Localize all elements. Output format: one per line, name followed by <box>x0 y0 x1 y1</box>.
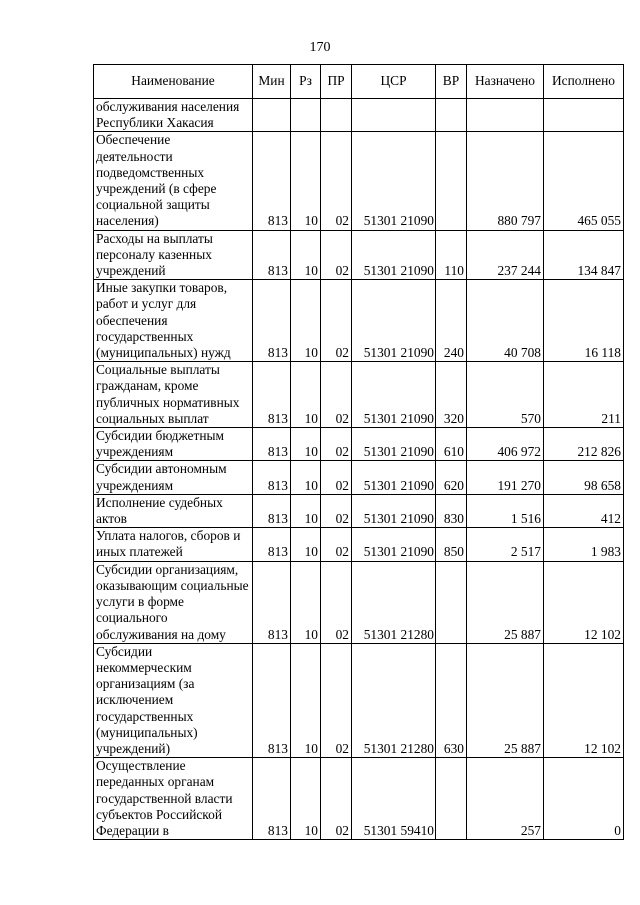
row-executed: 12 102 <box>544 643 624 757</box>
row-vr <box>436 132 467 230</box>
row-assigned: 237 244 <box>467 230 544 280</box>
row-executed: 12 102 <box>544 561 624 643</box>
row-name: обслуживания населения Республики Хакасия <box>94 99 253 132</box>
row-min: 813 <box>253 132 291 230</box>
row-name: Обеспечение деятельности подведомственных учреждений (в сфере социальной защиты населения) <box>94 132 253 230</box>
row-min: 813 <box>253 230 291 280</box>
row-name: Субсидии бюджетным учреждениям <box>94 428 253 461</box>
row-rz: 10 <box>291 461 321 494</box>
row-executed: 212 826 <box>544 428 624 461</box>
row-pr: 02 <box>321 561 352 643</box>
row-executed: 0 <box>544 758 624 840</box>
table-row <box>94 461 624 494</box>
row-assigned: 570 <box>467 362 544 428</box>
row-rz: 10 <box>291 561 321 643</box>
row-csr: 51301 21280 <box>352 643 436 757</box>
row-pr: 02 <box>321 280 352 362</box>
row-vr: 850 <box>436 528 467 561</box>
page-number: 170 <box>309 40 331 55</box>
row-assigned: 40 708 <box>467 280 544 362</box>
row-name: Субсидии некоммерческим организациям (за исключением государственных (муниципальных) учреждений) <box>94 643 253 757</box>
row-csr: 51301 21090 <box>352 230 436 280</box>
table-row <box>94 280 624 362</box>
table-row <box>94 758 624 840</box>
row-csr: 51301 21090 <box>352 494 436 527</box>
row-pr: 02 <box>321 528 352 561</box>
table-header-row <box>94 65 624 99</box>
row-executed: 134 847 <box>544 230 624 280</box>
budget-table <box>93 64 624 840</box>
row-assigned: 25 887 <box>467 643 544 757</box>
row-csr: 51301 21280 <box>352 561 436 643</box>
row-min: 813 <box>253 643 291 757</box>
row-pr: 02 <box>321 230 352 280</box>
row-assigned: 880 797 <box>467 132 544 230</box>
row-rz: 10 <box>291 528 321 561</box>
table-row <box>94 561 624 643</box>
row-name: Социальные выплаты гражданам, кроме публичных нормативных социальных выплат <box>94 362 253 428</box>
row-assigned <box>467 99 544 132</box>
header-rz: Рз <box>291 65 321 99</box>
row-min: 813 <box>253 494 291 527</box>
row-rz: 10 <box>291 132 321 230</box>
row-min: 813 <box>253 561 291 643</box>
row-csr: 51301 21090 <box>352 428 436 461</box>
row-assigned: 25 887 <box>467 561 544 643</box>
row-min: 813 <box>253 280 291 362</box>
row-csr: 51301 21090 <box>352 280 436 362</box>
row-name: Иные закупки товаров, работ и услуг для обеспечения государственных (муниципальных) нужд <box>94 280 253 362</box>
row-assigned: 191 270 <box>467 461 544 494</box>
row-vr: 240 <box>436 280 467 362</box>
row-csr: 51301 21090 <box>352 461 436 494</box>
row-vr: 610 <box>436 428 467 461</box>
table-row <box>94 99 624 132</box>
row-name: Уплата налогов, сборов и иных платежей <box>94 528 253 561</box>
row-csr: 51301 21090 <box>352 528 436 561</box>
row-csr: 51301 59410 <box>352 758 436 840</box>
header-csr: ЦСР <box>352 65 436 99</box>
row-csr <box>352 99 436 132</box>
header-pr: ПР <box>321 65 352 99</box>
table-row <box>94 230 624 280</box>
row-pr: 02 <box>321 494 352 527</box>
header-assigned: Назначено <box>467 65 544 99</box>
row-vr <box>436 99 467 132</box>
row-name: Исполнение судебных актов <box>94 494 253 527</box>
row-executed: 465 055 <box>544 132 624 230</box>
header-executed: Исполнено <box>544 65 624 99</box>
row-min: 813 <box>253 362 291 428</box>
row-vr: 830 <box>436 494 467 527</box>
row-name: Субсидии автономным учреждениям <box>94 461 253 494</box>
row-pr: 02 <box>321 132 352 230</box>
row-executed: 412 <box>544 494 624 527</box>
header-min: Мин <box>253 65 291 99</box>
table-row <box>94 494 624 527</box>
table-row <box>94 132 624 230</box>
row-executed: 1 983 <box>544 528 624 561</box>
row-executed: 211 <box>544 362 624 428</box>
row-rz: 10 <box>291 643 321 757</box>
row-assigned: 257 <box>467 758 544 840</box>
row-pr: 02 <box>321 461 352 494</box>
row-rz: 10 <box>291 494 321 527</box>
row-executed: 98 658 <box>544 461 624 494</box>
row-assigned: 406 972 <box>467 428 544 461</box>
row-name: Субсидии организациям, оказывающим социальные услуги в форме социального обслуживания на дому <box>94 561 253 643</box>
row-rz: 10 <box>291 758 321 840</box>
row-vr: 620 <box>436 461 467 494</box>
header-name: Наименование <box>94 65 253 99</box>
table-row <box>94 643 624 757</box>
row-vr: 110 <box>436 230 467 280</box>
row-pr: 02 <box>321 428 352 461</box>
row-executed: 16 118 <box>544 280 624 362</box>
row-pr: 02 <box>321 643 352 757</box>
row-rz: 10 <box>291 230 321 280</box>
table-body <box>94 99 624 840</box>
table-row <box>94 528 624 561</box>
row-csr: 51301 21090 <box>352 132 436 230</box>
row-assigned: 2 517 <box>467 528 544 561</box>
row-vr: 320 <box>436 362 467 428</box>
header-vr: ВР <box>436 65 467 99</box>
row-min: 813 <box>253 758 291 840</box>
row-name: Расходы на выплаты персоналу казенных учреждений <box>94 230 253 280</box>
row-vr <box>436 758 467 840</box>
row-min: 813 <box>253 461 291 494</box>
row-pr <box>321 99 352 132</box>
row-rz: 10 <box>291 428 321 461</box>
row-pr: 02 <box>321 758 352 840</box>
row-pr: 02 <box>321 362 352 428</box>
row-assigned: 1 516 <box>467 494 544 527</box>
row-rz: 10 <box>291 362 321 428</box>
row-min <box>253 99 291 132</box>
table-row <box>94 428 624 461</box>
row-rz: 10 <box>291 280 321 362</box>
row-min: 813 <box>253 528 291 561</box>
row-vr: 630 <box>436 643 467 757</box>
row-min: 813 <box>253 428 291 461</box>
row-rz <box>291 99 321 132</box>
row-vr <box>436 561 467 643</box>
row-executed <box>544 99 624 132</box>
table-row <box>94 362 624 428</box>
row-csr: 51301 21090 <box>352 362 436 428</box>
row-name: Осуществление переданных органам государственной власти субъектов Российской Федерации в <box>94 758 253 840</box>
